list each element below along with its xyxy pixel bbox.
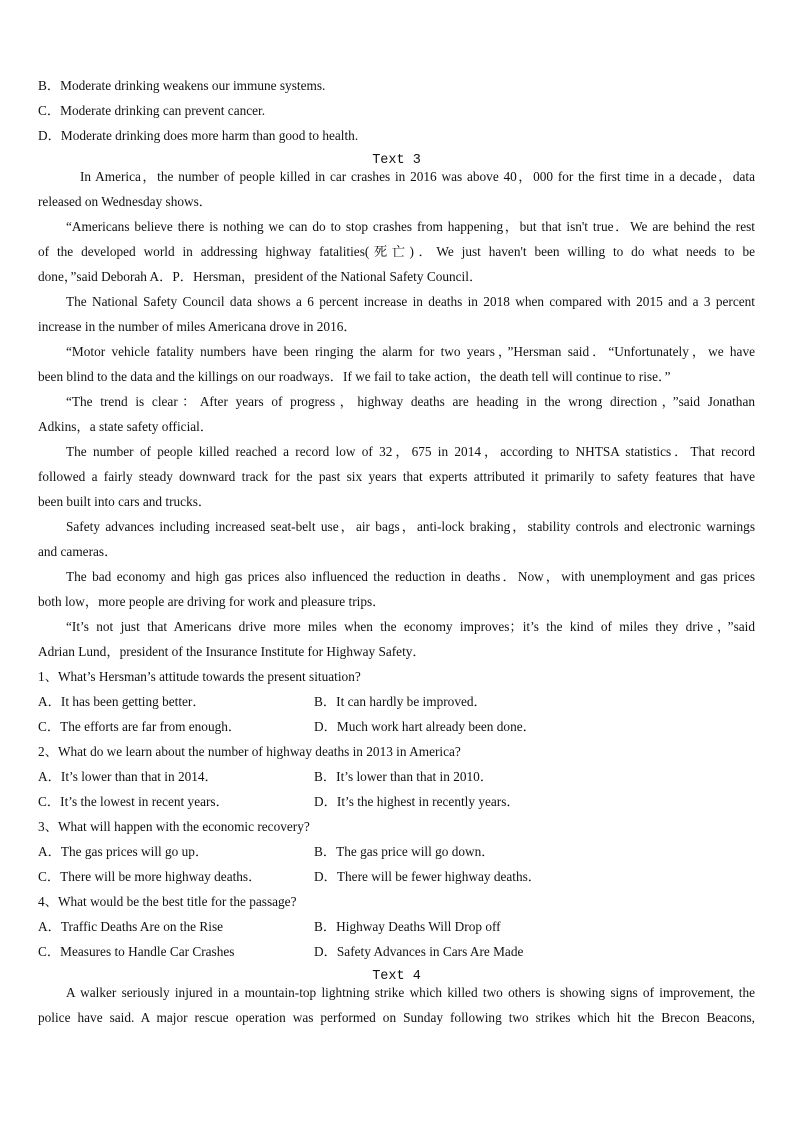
text-line: The bad economy and high gas prices also influenced the reduction in deaths．Now，with unemployment and gas prices bbox=[66, 569, 755, 584]
option-row bbox=[38, 789, 755, 814]
answer-option: A．Traffic Deaths Are on the Rise bbox=[38, 919, 224, 934]
paragraph bbox=[38, 614, 755, 664]
text-line: of the developed world in addressing highway fatalities(死亡)．We just haven't been willing to do what needs to be bbox=[38, 244, 755, 259]
text-line: been blind to the data and the killings on our roadways．If we fail to take action，the death tell will continue to rise．” bbox=[38, 369, 671, 384]
question-stem: 3、What will happen with the economic recovery? bbox=[38, 819, 310, 834]
question-stem: 4、What would be the best title for the passage? bbox=[38, 894, 297, 909]
text-line: “The trend is clear：After years of progress，highway deaths are heading in the wrong direction，”said Jonathan bbox=[66, 394, 755, 409]
answer-option: A．The gas prices will go up． bbox=[38, 844, 209, 859]
answer-option: D．It’s the highest in recently years． bbox=[314, 794, 520, 809]
text-line: increase in the number of miles Americana drove in 2016． bbox=[38, 319, 357, 334]
answer-option: A．It has been getting better． bbox=[38, 694, 206, 709]
answer-option: C．Measures to Handle Car Crashes bbox=[38, 944, 235, 959]
section-heading: Text 3 bbox=[372, 153, 421, 168]
paragraph bbox=[38, 439, 755, 514]
text-line: “Americans believe there is nothing we can do to stop crashes from happening，but that isn't true．We are behind the rest bbox=[66, 219, 755, 234]
paragraph bbox=[38, 339, 755, 389]
text-line: The number of people killed reached a record low of 32，675 in 2014，according to NHTSA statistics．That record bbox=[66, 444, 755, 459]
text-line: The National Safety Council data shows a 6 percent increase in deaths in 2018 when compared with 2015 and a 3 percent bbox=[66, 294, 755, 309]
paragraph bbox=[38, 289, 755, 339]
answer-option: D．Much work hart already been done． bbox=[314, 719, 536, 734]
text-line: Safety advances including increased seat-belt use，air bags，anti-lock braking，stability controls and electronic warnings bbox=[66, 519, 755, 534]
answer-option: B．It’s lower than that in 2010． bbox=[314, 769, 494, 784]
option-line: D．Moderate drinking does more harm than good to health. bbox=[38, 128, 359, 143]
question bbox=[38, 889, 755, 964]
text-line: Adrian Lund，president of the Insurance Institute for Highway Safety． bbox=[38, 644, 426, 659]
option-row bbox=[38, 689, 755, 714]
answer-option: D．Safety Advances in Cars Are Made bbox=[314, 944, 524, 959]
option-line: C．Moderate drinking can prevent cancer. bbox=[38, 103, 266, 118]
paragraph bbox=[38, 564, 755, 614]
text-line: In America，the number of people killed in car crashes in 2016 was above 40，000 for the first time in a decade，data bbox=[80, 169, 755, 184]
paragraph bbox=[38, 214, 755, 289]
option-row bbox=[38, 914, 755, 939]
paragraph bbox=[38, 389, 755, 439]
option-line: B．Moderate drinking weakens our immune systems. bbox=[38, 78, 326, 93]
question bbox=[38, 664, 755, 739]
answer-option: C．It’s the lowest in recent years． bbox=[38, 794, 229, 809]
text-line: done，”said Deborah A．P．Hersman，president of the National Safety Council． bbox=[38, 269, 483, 284]
answer-option: B．The gas price will go down． bbox=[314, 844, 495, 859]
text-line: “Motor vehicle fatality numbers have been ringing the alarm for two years，”Hersman said．“Unfortunately，we have bbox=[66, 344, 755, 359]
text-line: A walker seriously injured in a mountain-top lightning strike which killed two others is showing signs of improvement, the bbox=[66, 985, 755, 1000]
paragraph bbox=[38, 514, 755, 564]
text-line: both low，more people are driving for work and pleasure trips． bbox=[38, 594, 386, 609]
question-stem: 2、What do we learn about the number of highway deaths in 2013 in America? bbox=[38, 744, 461, 759]
text-line: Adkins，a state safety official． bbox=[38, 419, 214, 434]
option-row bbox=[38, 714, 755, 739]
question bbox=[38, 739, 755, 814]
section-heading: Text 4 bbox=[372, 969, 421, 984]
answer-option: B．It can hardly be improved． bbox=[314, 694, 487, 709]
answer-option: D．There will be fewer highway deaths． bbox=[314, 869, 542, 884]
text-line: been built into cars and trucks． bbox=[38, 494, 212, 509]
option-row bbox=[38, 839, 755, 864]
answer-option: A．It’s lower than that in 2014． bbox=[38, 769, 218, 784]
answer-option: C．The efforts are far from enough． bbox=[38, 719, 242, 734]
answer-option: B．Highway Deaths Will Drop off bbox=[314, 919, 501, 934]
document-page bbox=[38, 73, 755, 1030]
question bbox=[38, 814, 755, 889]
text-line: “It’s not just that Americans drive more miles when the economy improves；it’s the kind of miles they drive，”said bbox=[66, 619, 755, 634]
option-row bbox=[38, 939, 755, 964]
text-line: released on Wednesday shows． bbox=[38, 194, 213, 209]
option-row bbox=[38, 764, 755, 789]
option-row bbox=[38, 864, 755, 889]
text-line: and cameras． bbox=[38, 544, 118, 559]
answer-option: C．There will be more highway deaths． bbox=[38, 869, 262, 884]
text-line: followed a fairly steady downward track for the past six years that experts attributed it primarily to safety features that have bbox=[38, 469, 755, 484]
text-line: police have said. A major rescue operation was performed on Sunday following two strikes which hit the Brecon Beacons, bbox=[38, 1010, 755, 1025]
question-stem: 1、What’s Hersman’s attitude towards the present situation? bbox=[38, 669, 361, 684]
paragraph bbox=[38, 164, 755, 214]
